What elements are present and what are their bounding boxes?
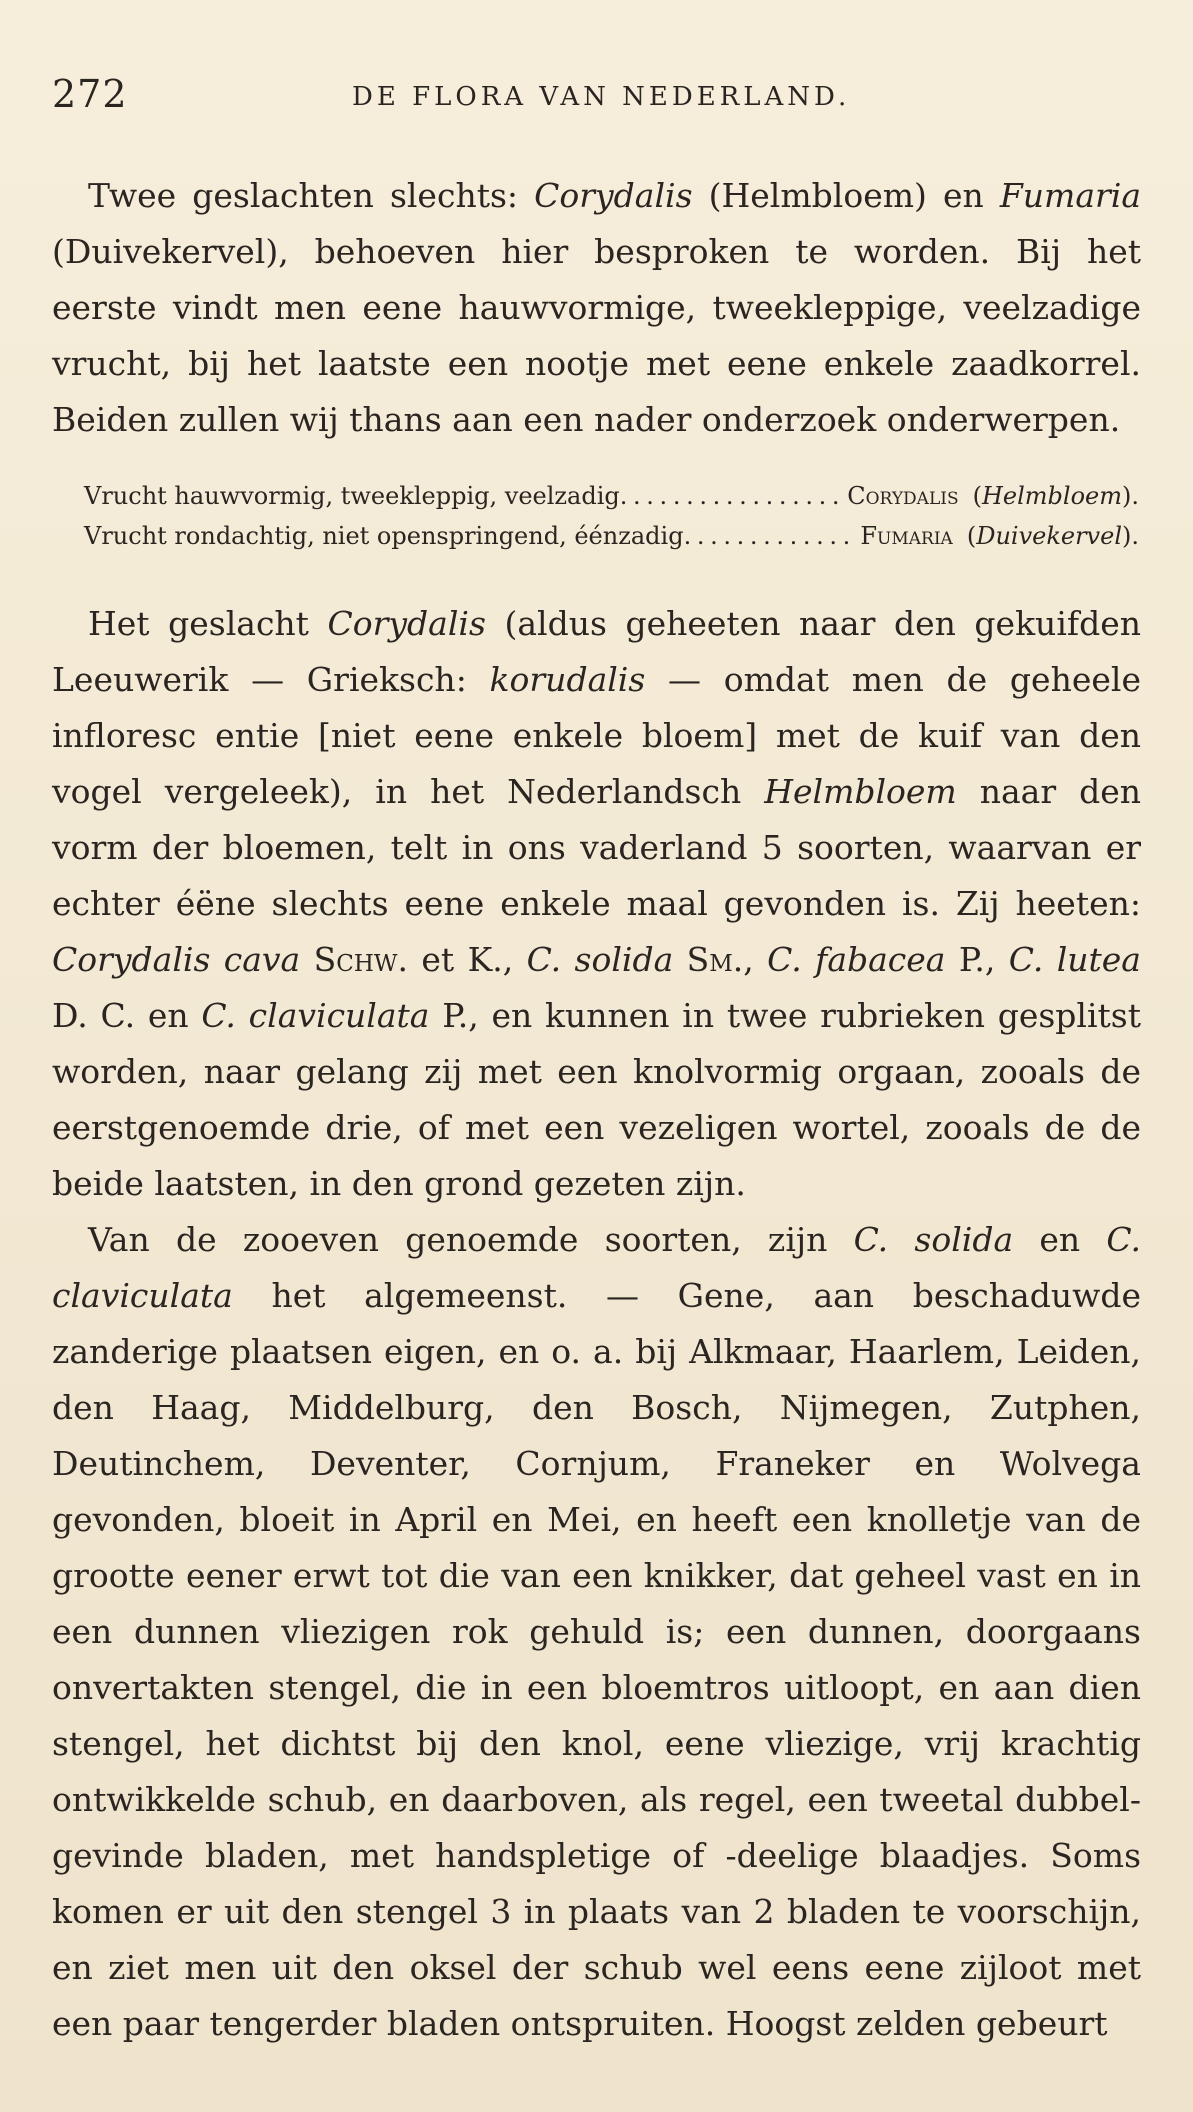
species-name-italic: Corydalis cava xyxy=(52,940,301,979)
key-common-name: ( Helmbloem ). xyxy=(973,476,1139,516)
key-leader-dots xyxy=(620,476,843,516)
text-run: — omdat men de geheele infloresc entie [niet eene enkele bloem] met de kuif van den vogel vergeleek), in het Nederlandsch xyxy=(52,660,1141,811)
text-run: Van de zooeven genoemde soorten, zijn xyxy=(88,1220,854,1259)
key-description: Vrucht rondachtig, niet openspringend, éénzadig xyxy=(84,522,684,550)
page-header xyxy=(52,72,1141,128)
page-number: 272 xyxy=(52,72,128,116)
dutch-name-italic: Helmbloem xyxy=(764,772,957,811)
text-run: , xyxy=(743,940,768,979)
paragraph-corydalis xyxy=(52,596,1141,1212)
key-description: Vrucht hauwvormig, tweekleppig, veelzadig xyxy=(84,482,620,510)
page-body xyxy=(52,168,1141,2052)
text-run: (Helmbloem) en xyxy=(692,176,1000,215)
text-run: P., en kunnen in twee rubrieken gesplitst worden, naar gelang zij met een knolvormig orgaan, zooals de eerstgenoemde drie, of met een vezeligen wortel, zooals de de beide laatsten, in den grond gezeten zijn. xyxy=(52,996,1141,1203)
text-run: Twee geslachten slechts: xyxy=(88,176,535,215)
genus-name-italic: Corydalis xyxy=(534,176,693,215)
greek-term-italic: korudalis xyxy=(489,660,646,699)
text-run: (Duivekervel), behoeven hier besproken te worden. Bij het eerste vindt men eene hauwvormige, tweekleppige, veelzadige vrucht, bij het laatste een nootje met eene enkele zaadkorrel. Beiden zullen wij thans aan een nader onderzoek onderwerpen. xyxy=(52,232,1141,439)
text-run: et K., xyxy=(408,940,527,979)
text-run: het algemeenst. — Gene, aan beschaduwde zanderige plaatsen eigen, en o. a. bij Alkmaar, Haarlem, Leiden, den Haag, Middelburg, den Bosch, Nijmegen, Zutphen, Deutinchem, Deventer, Cornjum, Franeker en Wolvega gevonden, bloeit in April en Mei, en heeft een knolletje van de grootte eener erwt tot die van een knikker, dat geheel vast en in een dunnen vliezigen rok gehuld is; een dunnen, doorgaans onvertakten stengel, die in een bloemtros uitloopt, en aan dien stengel, het dichtst bij den knol, eene vliezige, vrij krachtig ontwikkelde schub, en daarboven, als regel, een tweetal dubbel-gevinde bladen, met handspletige of -deelige blaadjes. Soms komen er uit den stengel 3 in plaats van 2 bladen te voorschijn, en ziet men uit den oksel der schub wel eens eene zijloot met een paar tengerder bladen ontspruiten. Hoogst zelden gebeurt xyxy=(52,1276,1141,2043)
species-name-italic: C. claviculata xyxy=(52,1220,1141,1315)
species-name-italic: C. claviculata xyxy=(201,996,430,1035)
key-genus: Fumaria xyxy=(860,522,953,550)
text-run: naar den vorm der bloemen, telt in ons vaderland 5 soorten, waarvan er echter éëne slechts eene enkele maal gevonden is. Zij heeten: xyxy=(52,772,1141,923)
author-abbrev: Schw. xyxy=(300,940,409,979)
genus-name-italic: Corydalis xyxy=(327,604,486,643)
text-run: (aldus geheeten naar den gekuifden Leeuwerik — Grieksch: xyxy=(52,604,1141,699)
genus-name-italic: Fumaria xyxy=(999,176,1141,215)
identification-key xyxy=(84,476,1141,556)
text-run: P., xyxy=(945,940,1009,979)
key-genus: Corydalis xyxy=(847,482,959,510)
species-name-italic: C. fabacea xyxy=(767,940,946,979)
running-title: DE FLORA VAN NEDERLAND. xyxy=(352,82,851,112)
key-common-name: ( Duivekervel ). xyxy=(967,516,1139,556)
key-row xyxy=(84,516,1139,556)
paragraph-intro xyxy=(52,168,1141,448)
key-leader-dots xyxy=(684,516,857,556)
text-run: Het geslacht xyxy=(88,604,328,643)
author-abbrev: Sm. xyxy=(673,940,744,979)
key-row xyxy=(84,476,1139,516)
paragraph-species xyxy=(52,1212,1141,2052)
species-name-italic: C. solida xyxy=(526,940,674,979)
text-run: D. C. en xyxy=(52,996,202,1035)
species-name-italic: C. lutea xyxy=(1008,940,1141,979)
text-run: en xyxy=(1013,1220,1107,1259)
species-name-italic: C. solida xyxy=(853,1220,1014,1259)
